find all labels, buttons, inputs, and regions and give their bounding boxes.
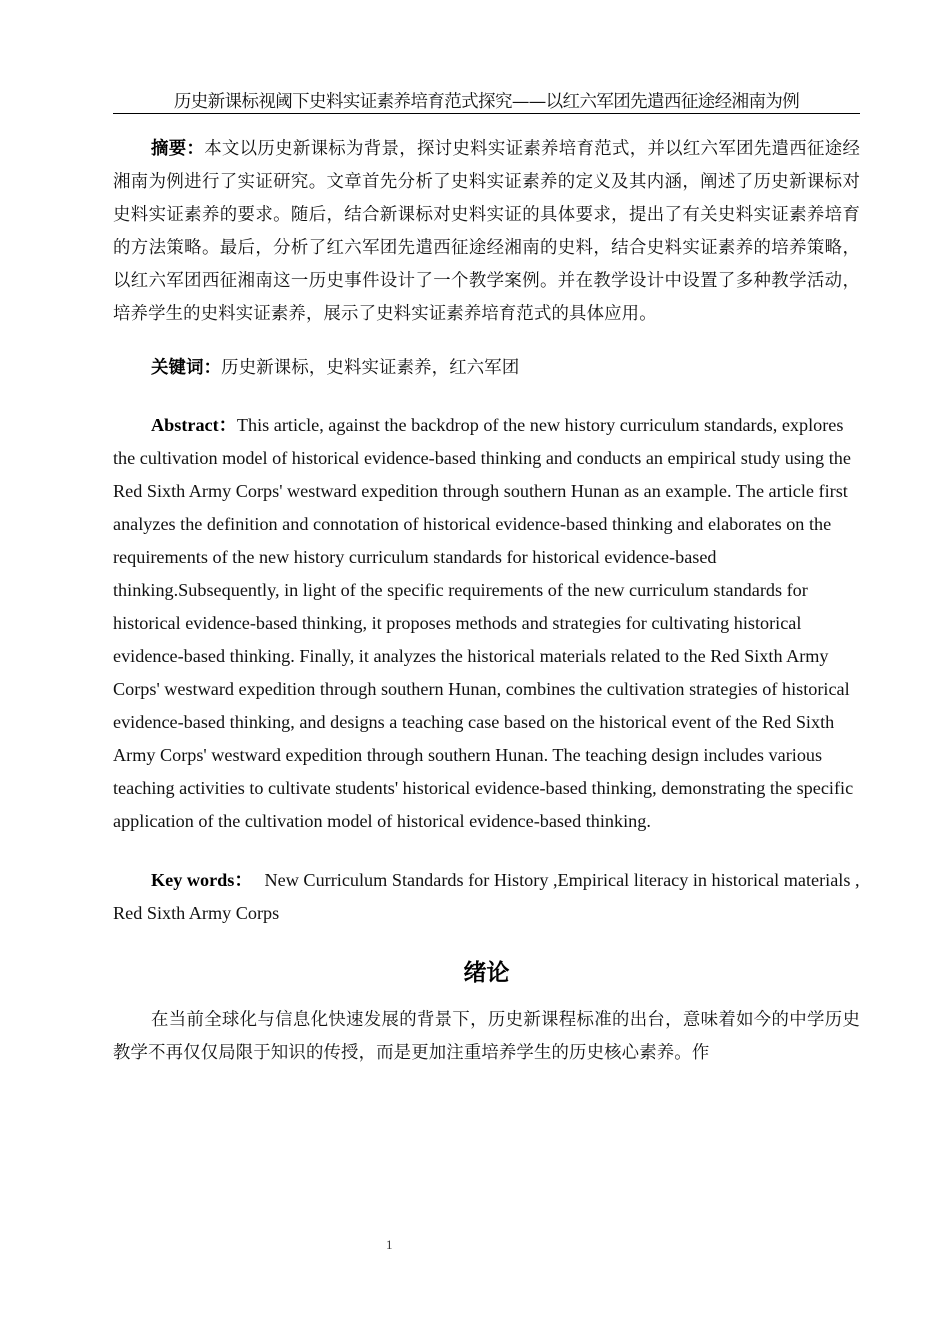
- keywords-en: [113, 864, 860, 930]
- keywords-zh: [113, 352, 860, 385]
- abstract-en-label: Abstract：: [151, 415, 237, 435]
- page-content: [113, 133, 860, 1070]
- keywords-zh-label: 关键词：: [151, 358, 222, 378]
- running-header: 历史新课标视阈下史料实证素养培育范式探究——以红六军团先遣西征途经湘南为例: [113, 92, 860, 114]
- abstract-zh-label: 摘要：: [151, 139, 205, 159]
- introduction-paragraph: 在当前全球化与信息化快速发展的背景下，历史新课程标准的出台，意味着如今的中学历史教学不再仅仅局限于知识的传授，而是更加注重培养学生的历史核心素养。作: [113, 1010, 860, 1063]
- section-title-introduction: 绪论: [463, 960, 510, 986]
- page-number: 1: [386, 1237, 393, 1252]
- keywords-en-text: New Curriculum Standards for History ,Empirical literacy in historical materials , Red Sixth Army Corps: [113, 870, 860, 923]
- abstract-en-text: This article, against the backdrop of the new history curriculum standards, explores the cultivation model of historical evidence-based thinking and conducts an empirical study using the Red Sixth Army Corps' westward expedition through southern Hunan as an example. The article first analyzes the definition and connotation of historical evidence-based thinking and elaborates on the requirements of the new history curriculum standards for historical evidence-based thinking.Subsequently, in light of the specific requirements of the new curriculum standards for historical evidence-based thinking, it proposes methods and strategies for cultivating historical evidence-based thinking. Finally, it analyzes the historical materials related to the Red Sixth Army Corps' westward expedition through southern Hunan, combines the cultivation strategies of historical evidence-based thinking, and designs a teaching case based on the historical event of the Red Sixth Army Corps' westward expedition through southern Hunan. The teaching design includes various teaching activities to cultivate students' historical evidence-based thinking, demonstrating the specific application of the cultivation model of historical evidence-based thinking.: [113, 415, 854, 831]
- keywords-zh-text: 历史新课标，史料实证素养，红六军团: [221, 358, 520, 378]
- abstract-zh-text: 本文以历史新课标为背景，探讨史料实证素养培育范式，并以红六军团先遣西征途经湘南为例进行了实证研究。文章首先分析了史料实证素养的定义及其内涵，阐述了历史新课标对史料实证素养的要求。随后，结合新课标对史料实证的具体要求，提出了有关史料实证素养培育的方法策略。最后，分析了红六军团先遣西征途经湘南的史料，结合史料实证素养的培养策略，以红六军团西征湘南这一历史事件设计了一个教学案例。并在教学设计中设置了多种教学活动，培养学生的史料实证素养，展示了史料实证素养培育范式的具体应用。: [113, 139, 861, 324]
- abstract-en: [113, 409, 860, 838]
- keywords-en-label: Key words：: [151, 870, 253, 890]
- abstract-zh: [113, 133, 860, 331]
